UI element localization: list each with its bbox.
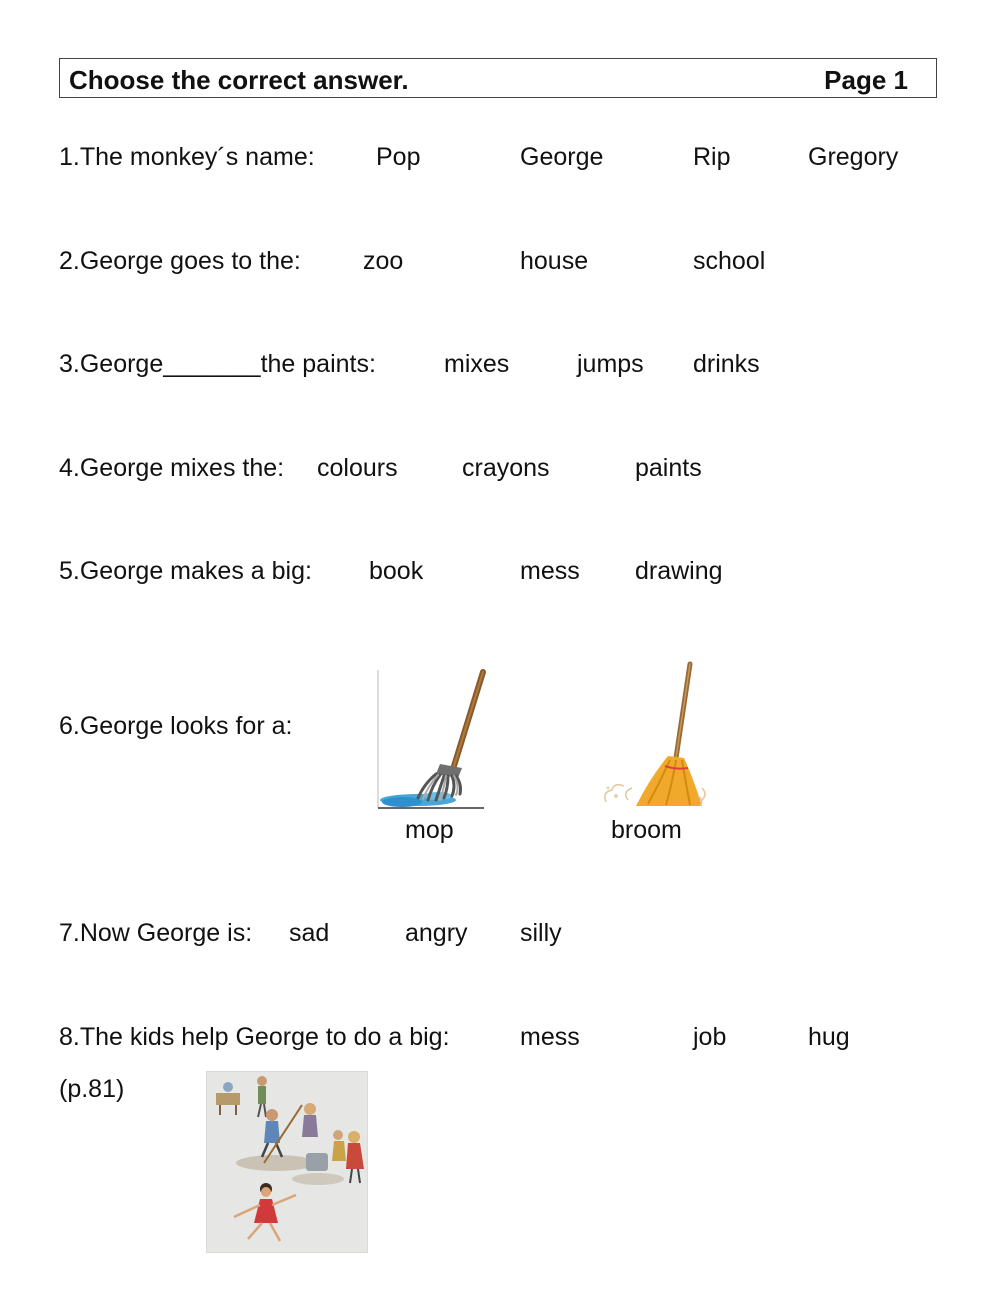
q6-option-broom[interactable]: broom [611, 816, 682, 844]
q1-option-gregory[interactable]: Gregory [808, 143, 899, 171]
q4-option-colours[interactable]: colours [317, 454, 398, 482]
question-6-prompt: 6.George looks for a: [59, 712, 293, 740]
q3-option-mixes[interactable]: mixes [444, 350, 510, 378]
question-2-prompt: 2.George goes to the: [59, 247, 301, 275]
q7-option-angry[interactable]: angry [405, 919, 468, 947]
q5-option-mess[interactable]: mess [520, 557, 580, 585]
mop-image[interactable] [376, 668, 488, 812]
question-5-prompt: 5.George makes a big: [59, 557, 312, 585]
kids-cleaning-illustration [206, 1071, 368, 1253]
q3-option-jumps[interactable]: jumps [577, 350, 644, 378]
q7-option-sad[interactable]: sad [289, 919, 330, 947]
question-3-prompt: 3.George_______the paints: [59, 350, 376, 378]
broom-image[interactable] [598, 660, 708, 810]
question-1-prompt: 1.The monkey´s name: [59, 143, 315, 171]
q1-option-george[interactable]: George [520, 143, 604, 171]
q5-option-drawing[interactable]: drawing [635, 557, 723, 585]
q8-option-mess[interactable]: mess [520, 1023, 580, 1051]
instruction-title: Choose the correct answer. [69, 65, 409, 95]
q4-option-crayons[interactable]: crayons [462, 454, 550, 482]
q1-option-rip[interactable]: Rip [693, 143, 731, 171]
q2-option-zoo[interactable]: zoo [363, 247, 404, 275]
q3-option-drinks[interactable]: drinks [693, 350, 760, 378]
header-box [59, 58, 937, 98]
q1-option-pop[interactable]: Pop [376, 143, 421, 171]
question-4-prompt: 4.George mixes the: [59, 454, 285, 482]
q8-option-job[interactable]: job [693, 1023, 727, 1051]
q7-option-silly[interactable]: silly [520, 919, 562, 947]
q6-option-mop[interactable]: mop [405, 816, 454, 844]
page-reference-note: (p.81) [59, 1075, 125, 1103]
q2-option-school[interactable]: school [693, 247, 766, 275]
page-number: Page 1 [824, 65, 908, 95]
q5-option-book[interactable]: book [369, 557, 424, 585]
q2-option-house[interactable]: house [520, 247, 589, 275]
q4-option-paints[interactable]: paints [635, 454, 702, 482]
q8-option-hug[interactable]: hug [808, 1023, 850, 1051]
question-7-prompt: 7.Now George is: [59, 919, 253, 947]
question-8-prompt: 8.The kids help George to do a big: [59, 1023, 450, 1051]
